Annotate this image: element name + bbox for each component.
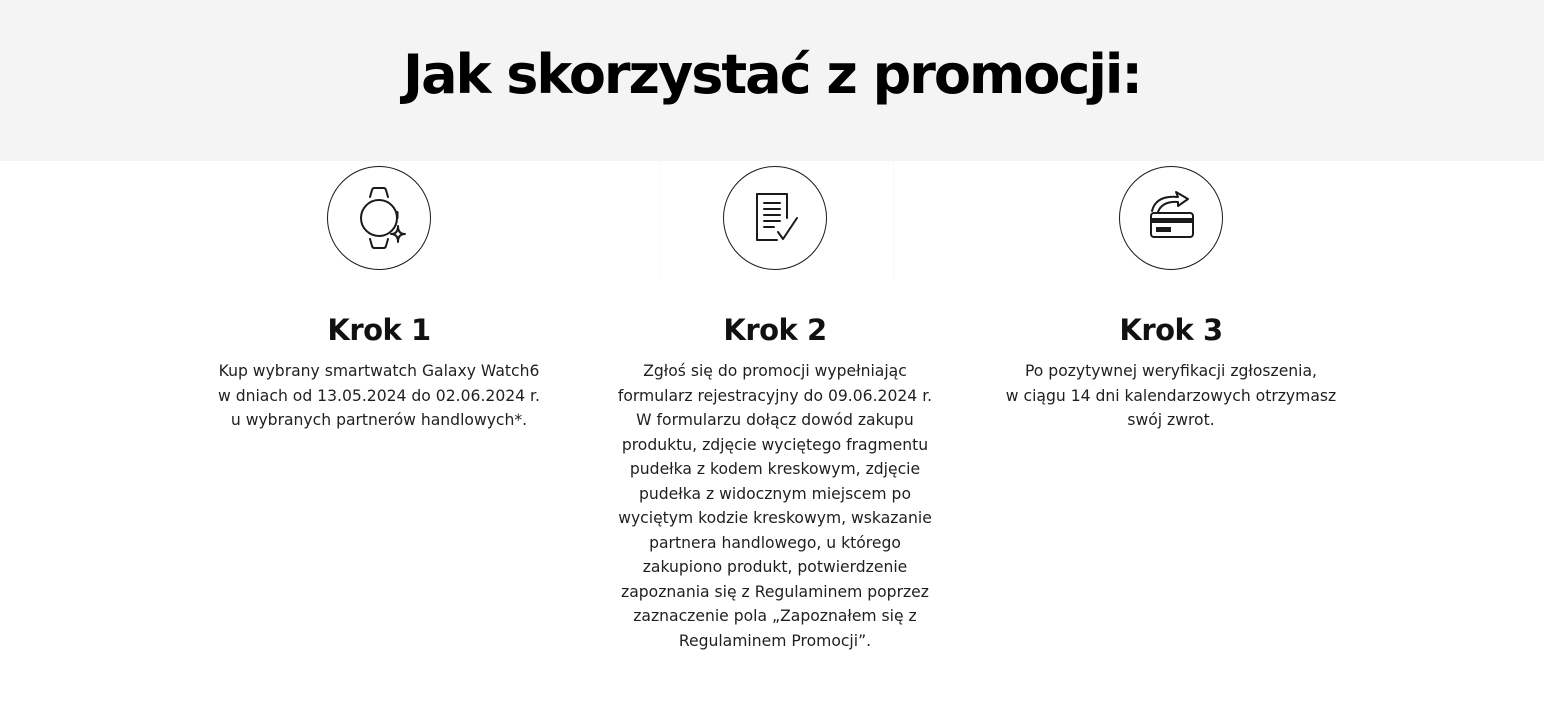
step-2 [575,166,975,653]
step-2-description: Zgłoś się do promocji wypełniając formularz rejestracyjny do 09.06.2024 r. W formularzu dołącz dowód zakupu produktu, zdjęcie wyciętego fragmentu pudełka z kodem kreskowym, zdjęcie pudełka z widocznym miejscem po wyciętym kodzie kreskowym, wskazanie partnera handlowego, u którego zakupiono produkt, potwierdzenie zapoznania się z Regulaminem poprzez zaznaczenie pola „Zapoznałem się z Regulaminem Promocji”. [617,362,933,650]
promo-header [0,0,1544,161]
step-3-title: Krok 3 [1119,313,1223,347]
step-3 [971,166,1371,433]
step-3-description: Po pozytywnej weryfikacji zgłoszenia, w ciągu 14 dni kalendarzowych otrzymasz swój zwrot. [1005,362,1337,429]
document-check-icon [745,188,805,248]
card-refund-icon [1138,185,1204,251]
watch-sparkle-icon [346,185,412,251]
step-1 [179,166,579,433]
step-1-description: Kup wybrany smartwatch Galaxy Watch6 w dniach od 13.05.2024 do 02.06.2024 r. u wybranych partnerów handlowych*. [217,362,540,429]
step-2-icon-circle [723,166,827,270]
step-3-icon-circle [1119,166,1223,270]
step-1-title: Krok 1 [327,313,431,347]
step-1-icon-circle [327,166,431,270]
page-title: Jak skorzystać z promocji: [402,43,1141,106]
step-2-title: Krok 2 [723,313,827,347]
